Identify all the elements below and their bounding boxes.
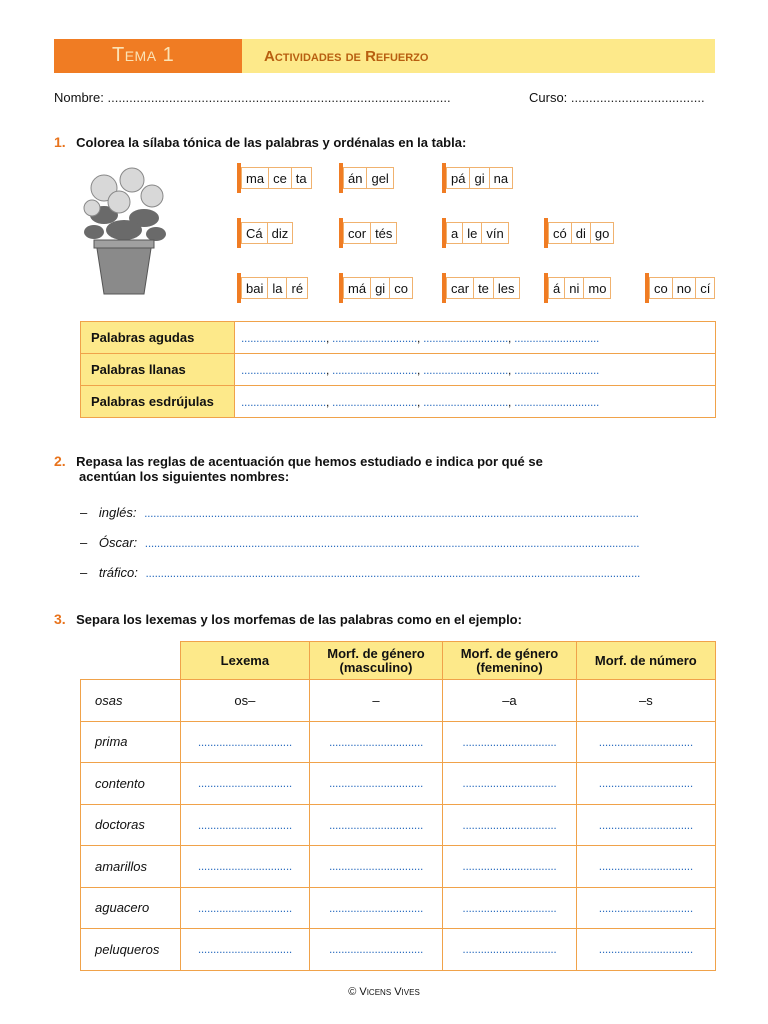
col-lexema: Lexema: [181, 642, 310, 680]
word-cell: aguacero: [81, 887, 181, 929]
table-row: [81, 929, 716, 971]
answer-cell[interactable]: ...............................: [443, 763, 576, 805]
plant-pot: [96, 242, 152, 294]
word-box[interactable]: [237, 273, 308, 303]
syllable[interactable]: la: [268, 277, 287, 299]
answer-cell[interactable]: ...............................: [181, 846, 310, 888]
syllable[interactable]: vín: [482, 222, 508, 244]
nombre-field[interactable]: ...............................................................................................: [107, 90, 451, 105]
syllable[interactable]: go: [591, 222, 614, 244]
answer-cell[interactable]: ...............................: [576, 846, 715, 888]
col-morf-numero: Morf. de número: [576, 642, 715, 680]
syllable[interactable]: gi: [470, 167, 489, 189]
dash: –: [80, 535, 88, 550]
dash: –: [80, 565, 88, 580]
word-box[interactable]: [339, 273, 413, 303]
syllable[interactable]: te: [474, 277, 494, 299]
table-row: [81, 846, 716, 888]
answer-cell[interactable]: ...............................: [443, 929, 576, 971]
curso-line[interactable]: [529, 90, 705, 105]
answer-cell[interactable]: ...............................: [443, 721, 576, 763]
syllable[interactable]: les: [494, 277, 520, 299]
syllable[interactable]: a: [446, 222, 463, 244]
header-tema-band: [54, 39, 242, 73]
nombre-line[interactable]: [54, 90, 451, 105]
syllable[interactable]: pá: [446, 167, 470, 189]
syllable[interactable]: ce: [269, 167, 292, 189]
q2-item[interactable]: [80, 535, 720, 550]
syllable[interactable]: le: [463, 222, 482, 244]
table-header-row: [81, 642, 716, 680]
syllable[interactable]: na: [490, 167, 513, 189]
q1-text: Colorea la sílaba tónica de las palabras y ordénalas en la tabla:: [76, 135, 467, 150]
syllable[interactable]: diz: [268, 222, 294, 244]
table-row: [81, 721, 716, 763]
q2-text-line2: acentúan los siguientes nombres:: [79, 469, 290, 484]
q2-answer-field[interactable]: ...................................................................................................................................................................: [144, 536, 640, 550]
morpheme-table: [80, 641, 716, 971]
q2-item[interactable]: [80, 505, 720, 520]
answer-cell[interactable]: ...............................: [309, 929, 442, 971]
word-box[interactable]: [544, 218, 614, 248]
answer-cell[interactable]: ...............................: [576, 929, 715, 971]
row-label-agudas: Palabras agudas: [81, 322, 235, 354]
word-box[interactable]: [442, 218, 509, 248]
answer-cell[interactable]: ...............................: [309, 804, 442, 846]
word-cell: prima: [81, 721, 181, 763]
q2-text-line1: Repasa las reglas de acentuación que hemos estudiado e indica por qué se: [76, 454, 543, 469]
q1-heading: [54, 134, 466, 152]
word-cell: amarillos: [81, 846, 181, 888]
plant-pot-image: [74, 160, 174, 300]
syllable[interactable]: di: [572, 222, 591, 244]
col-morf-femenino: Morf. de género (femenino): [443, 642, 576, 680]
syllable[interactable]: co: [390, 277, 413, 299]
accent-classification-table: [80, 321, 716, 418]
syllable[interactable]: cí: [696, 277, 715, 299]
syllable[interactable]: á: [548, 277, 565, 299]
table-row: [81, 804, 716, 846]
publisher-name: Vicens Vives: [359, 986, 420, 998]
plant-flowers: [84, 168, 163, 216]
answer-cell[interactable]: ...............................: [309, 721, 442, 763]
syllable[interactable]: ma: [241, 167, 269, 189]
col-morf-masculino: Morf. de género (masculino): [309, 642, 442, 680]
table-row-example: [81, 680, 716, 722]
word-box[interactable]: [442, 273, 520, 303]
table-row: [81, 354, 716, 386]
answer-cell[interactable]: ...............................: [181, 721, 310, 763]
answer-cell[interactable]: ...............................: [181, 929, 310, 971]
answer-cell[interactable]: ...............................: [576, 804, 715, 846]
syllable[interactable]: tés: [371, 222, 397, 244]
q3-number: 3.: [54, 611, 66, 627]
table-row: [81, 386, 716, 418]
word-box[interactable]: [645, 273, 715, 303]
syllable[interactable]: án: [343, 167, 367, 189]
example-fem: –a: [443, 680, 576, 722]
syllable[interactable]: co: [649, 277, 673, 299]
q3-text: Separa los lexemas y los morfemas de las palabras como en el ejemplo:: [76, 612, 522, 627]
q1-number: 1.: [54, 134, 66, 150]
example-lexema: os–: [181, 680, 310, 722]
q3-heading: [54, 611, 522, 629]
corner-cell: [81, 642, 181, 680]
word-cell: peluqueros: [81, 929, 181, 971]
table-row: [81, 887, 716, 929]
syllable[interactable]: có: [548, 222, 572, 244]
word-box[interactable]: [237, 218, 293, 248]
example-num: –s: [576, 680, 715, 722]
word-box[interactable]: [544, 273, 611, 303]
row-label-llanas: Palabras llanas: [81, 354, 235, 386]
word-box[interactable]: [339, 163, 394, 193]
word-cell: doctoras: [81, 804, 181, 846]
footer-copyright: [0, 986, 768, 998]
answer-cell[interactable]: ...............................: [181, 887, 310, 929]
q2-word: Óscar:: [98, 535, 138, 550]
q2-word: tráfico:: [98, 565, 138, 580]
q2-word: inglés:: [98, 505, 137, 520]
copyright-symbol: ©: [348, 986, 357, 998]
syllable[interactable]: má: [343, 277, 371, 299]
answer-field-esdrujulas[interactable]: ............................, ............................, ............................, ............................: [235, 386, 716, 418]
syllable[interactable]: no: [673, 277, 696, 299]
answer-field-agudas[interactable]: ............................, ............................, ............................, ............................: [235, 322, 716, 354]
table-row: [81, 322, 716, 354]
answer-cell[interactable]: ...............................: [443, 887, 576, 929]
answer-cell[interactable]: ...............................: [309, 887, 442, 929]
answer-field-llanas[interactable]: ............................, ............................, ............................, ............................: [235, 354, 716, 386]
header-title-band: [242, 39, 715, 73]
q2-answer-field[interactable]: ...................................................................................................................................................................: [145, 566, 641, 580]
syllable[interactable]: car: [446, 277, 474, 299]
syllable[interactable]: mo: [584, 277, 611, 299]
syllable[interactable]: bai: [241, 277, 268, 299]
answer-cell[interactable]: ...............................: [443, 846, 576, 888]
answer-cell[interactable]: ...............................: [576, 887, 715, 929]
curso-field[interactable]: .....................................: [570, 90, 705, 105]
word-box[interactable]: [442, 163, 513, 193]
answer-cell[interactable]: ...............................: [181, 763, 310, 805]
q2-item[interactable]: [80, 565, 720, 580]
header-title: Actividades de Refuerzo: [264, 48, 429, 65]
word-cell: osas: [81, 680, 181, 722]
row-label-esdrujulas: Palabras esdrújulas: [81, 386, 235, 418]
syllable[interactable]: gi: [371, 277, 390, 299]
word-box[interactable]: [237, 163, 312, 193]
answer-cell[interactable]: ...............................: [576, 721, 715, 763]
dash: –: [80, 505, 88, 520]
answer-cell[interactable]: ...............................: [309, 763, 442, 805]
answer-cell[interactable]: ...............................: [181, 804, 310, 846]
syllable[interactable]: ré: [287, 277, 308, 299]
syllable[interactable]: Cá: [241, 222, 268, 244]
word-box[interactable]: [339, 218, 397, 248]
answer-cell[interactable]: ...............................: [443, 804, 576, 846]
syllable[interactable]: cor: [343, 222, 371, 244]
example-masc: –: [309, 680, 442, 722]
answer-cell[interactable]: ...............................: [309, 846, 442, 888]
table-row: [81, 763, 716, 805]
nombre-label: Nombre:: [54, 90, 104, 105]
header-tema: Tema 1: [112, 44, 175, 66]
syllable[interactable]: gel: [367, 167, 393, 189]
syllable[interactable]: ta: [292, 167, 312, 189]
answer-cell[interactable]: ...............................: [576, 763, 715, 805]
curso-label: Curso:: [529, 90, 568, 105]
q2-number: 2.: [54, 453, 66, 469]
word-cell: contento: [81, 763, 181, 805]
q2-answer-field[interactable]: ...................................................................................................................................................................: [144, 506, 639, 520]
syllable[interactable]: ni: [565, 277, 584, 299]
